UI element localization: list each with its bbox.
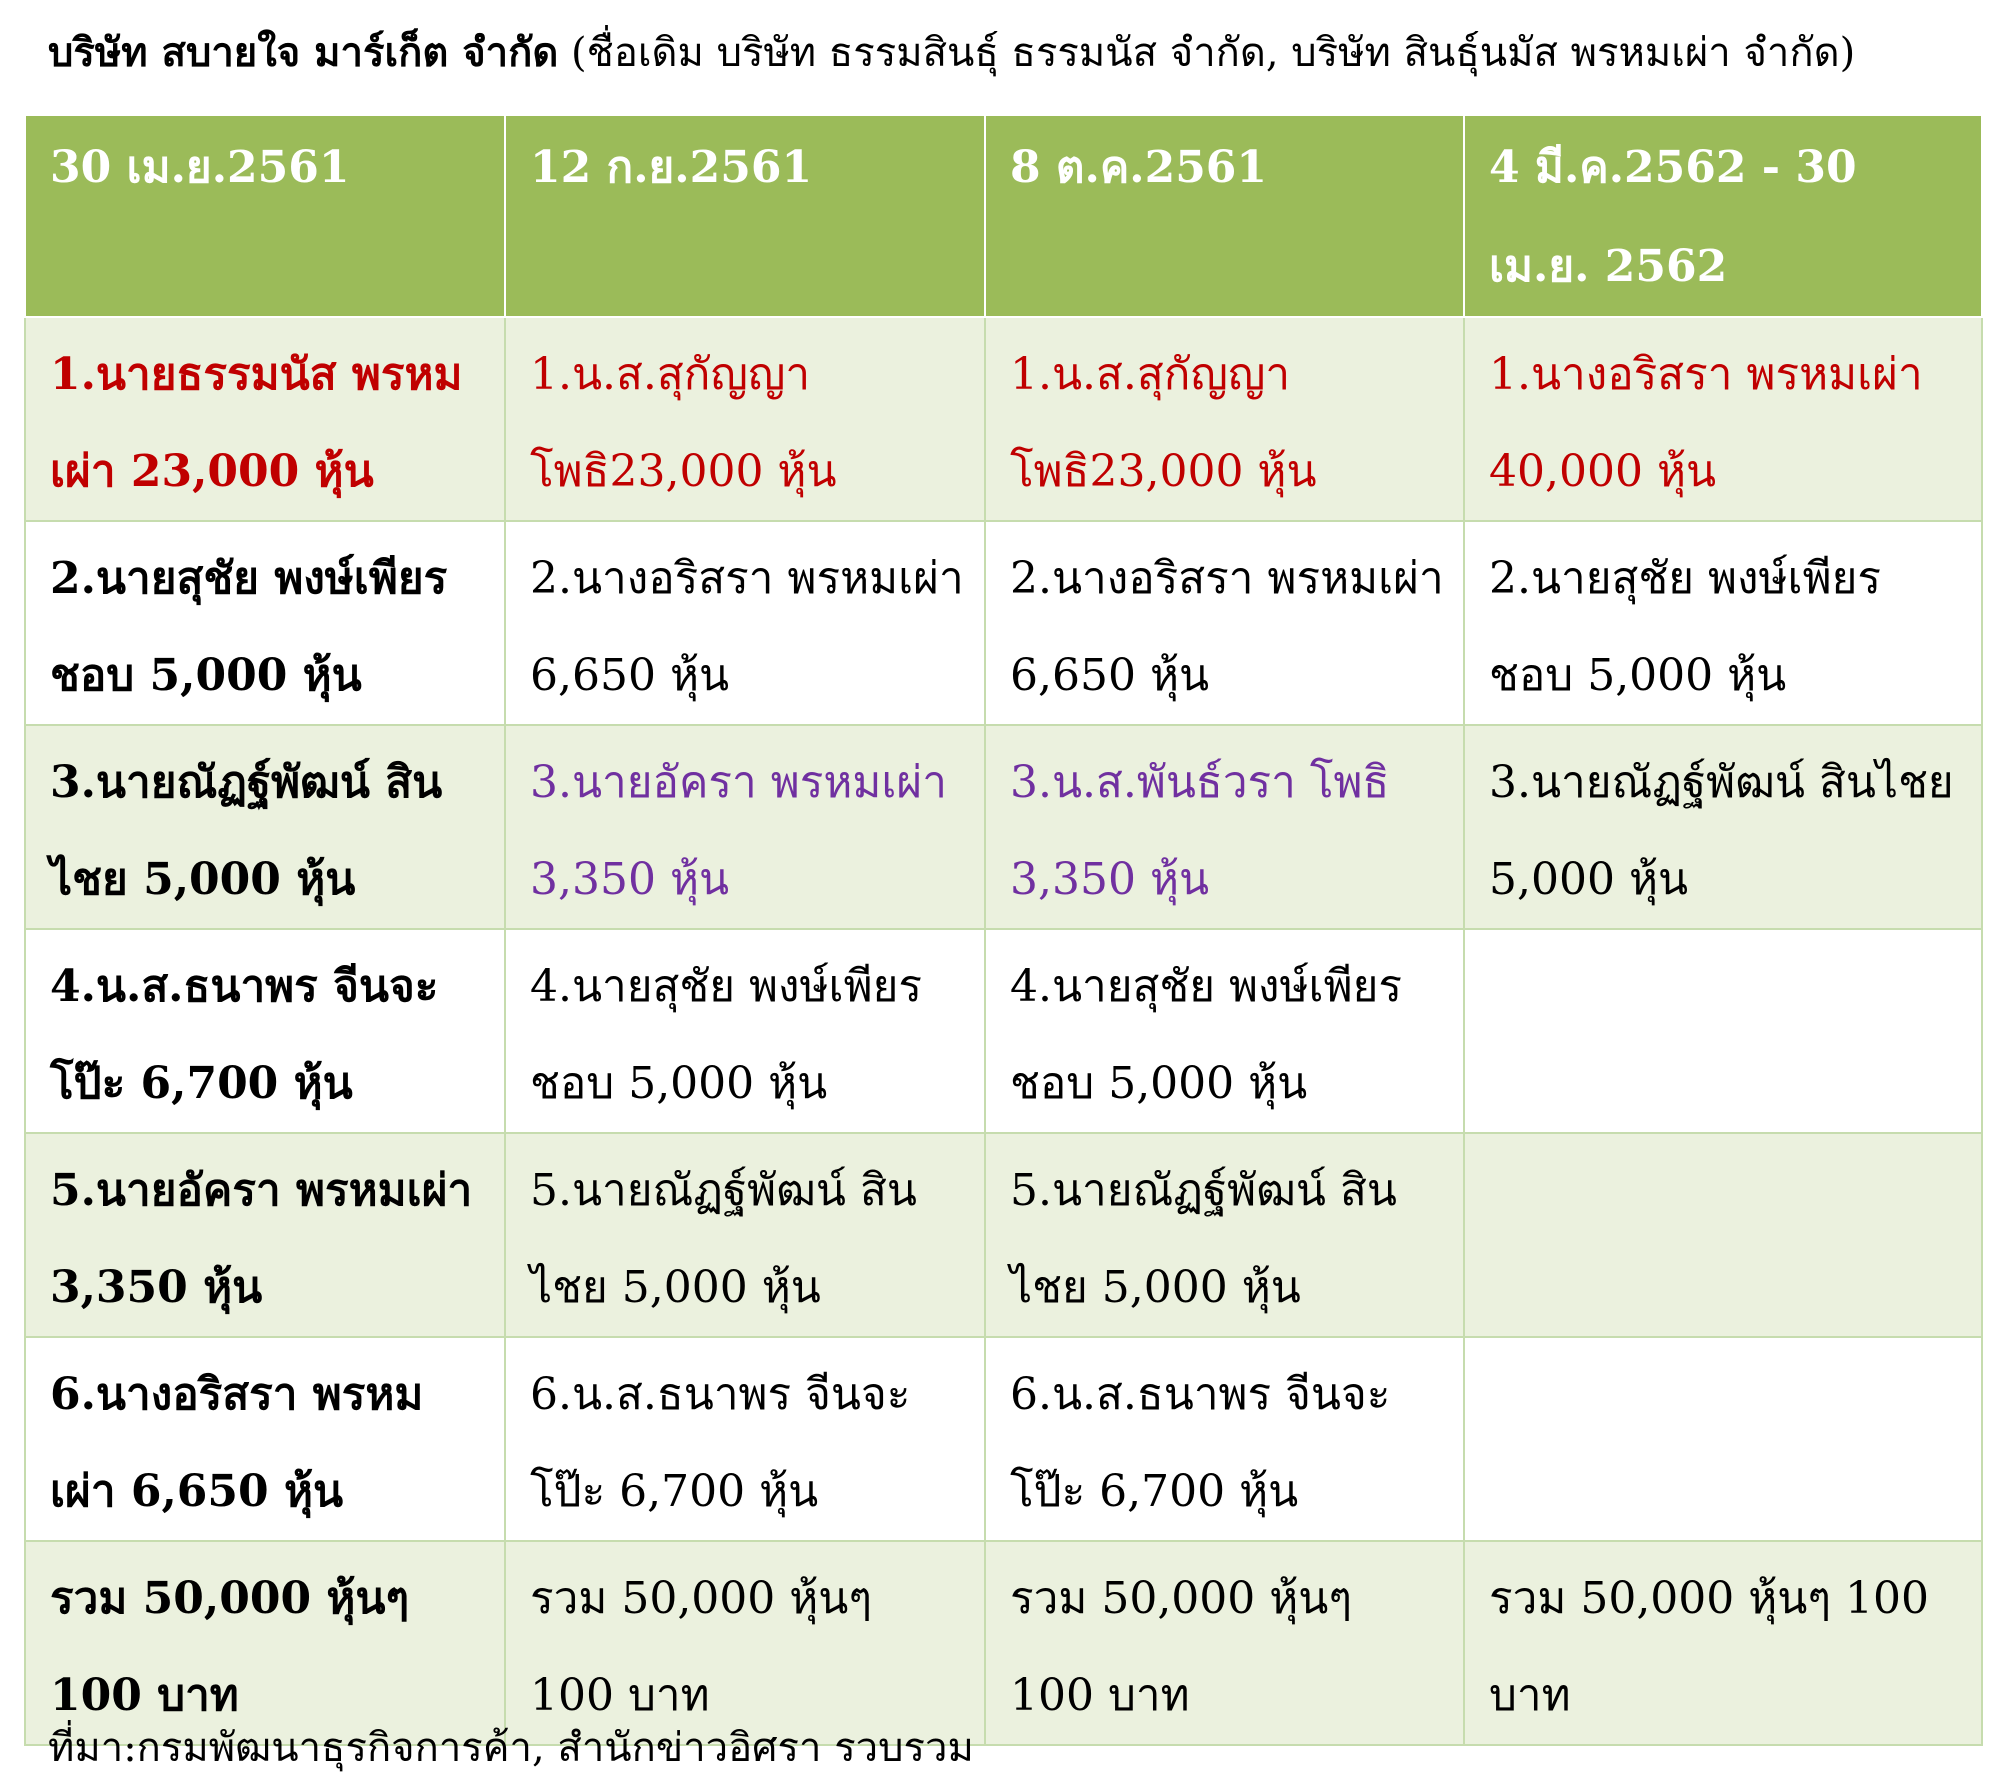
table-cell-empty xyxy=(1464,929,1982,1133)
header-row xyxy=(25,115,1982,317)
table-cell: 1.น.ส.สุกัญญา โพธิ23,000 หุ้น xyxy=(505,317,985,521)
table-cell: 4.นายสุชัย พงษ์เพียรชอบ 5,000 หุ้น xyxy=(505,929,985,1133)
table-cell: 5.นายอัครา พรหมเผ่า 3,350 หุ้น xyxy=(25,1133,505,1337)
table-row xyxy=(25,317,1982,521)
table-row xyxy=(25,521,1982,725)
table-cell: 4.น.ส.ธนาพร จีนจะโป๊ะ 6,700 หุ้น xyxy=(25,929,505,1133)
shareholder-table xyxy=(24,114,1983,1746)
table-cell: 2.นางอริสรา พรหมเผ่า 6,650 หุ้น xyxy=(985,521,1464,725)
table-row-total xyxy=(25,1541,1982,1745)
table-cell: 6.นางอริสรา พรหมเผ่า 6,650 หุ้น xyxy=(25,1337,505,1541)
table-cell-empty xyxy=(1464,1133,1982,1337)
header-date-1: 30 เม.ย.2561 xyxy=(25,115,505,317)
table-cell: 5.นายณัฏฐ์พัฒน์ สินไชย 5,000 หุ้น xyxy=(985,1133,1464,1337)
total-cell: รวม 50,000 หุ้นๆ 100 บาท xyxy=(25,1541,505,1745)
table-cell: 6.น.ส.ธนาพร จีนจะโป๊ะ 6,700 หุ้น xyxy=(985,1337,1464,1541)
total-cell: รวม 50,000 หุ้นๆ 100 บาท xyxy=(985,1541,1464,1745)
table-row xyxy=(25,1337,1982,1541)
table-cell: 6.น.ส.ธนาพร จีนจะโป๊ะ 6,700 หุ้น xyxy=(505,1337,985,1541)
table-cell: 3.นายณัฏฐ์พัฒน์ สินไชย 5,000 หุ้น xyxy=(1464,725,1982,929)
table-cell: 3.นายอัครา พรหมเผ่า 3,350 หุ้น xyxy=(505,725,985,929)
table-cell: 3.น.ส.พันธ์วรา โพธิ 3,350 หุ้น xyxy=(985,725,1464,929)
table-row xyxy=(25,929,1982,1133)
table-cell: 2.นายสุชัย พงษ์เพียรชอบ 5,000 หุ้น xyxy=(1464,521,1982,725)
header-date-3: 8 ต.ค.2561 xyxy=(985,115,1464,317)
title-company-name: บริษัท สบายใจ มาร์เก็ต จำกัด xyxy=(48,29,559,76)
shareholder-table-container xyxy=(24,114,1981,1746)
table-cell: 1.น.ส.สุกัญญา โพธิ23,000 หุ้น xyxy=(985,317,1464,521)
table-cell: 1.นางอริสรา พรหมเผ่า 40,000 หุ้น xyxy=(1464,317,1982,521)
table-cell: 5.นายณัฏฐ์พัฒน์ สินไชย 5,000 หุ้น xyxy=(505,1133,985,1337)
source-note: ที่มา:กรมพัฒนาธุรกิจการค้า, สำนักข่าวอิศรา รวบรวม xyxy=(48,1725,974,1771)
header-date-4: 4 มี.ค.2562 - 30 เม.ย. 2562 xyxy=(1464,115,1982,317)
total-cell: รวม 50,000 หุ้นๆ 100 บาท xyxy=(505,1541,985,1745)
table-cell: 4.นายสุชัย พงษ์เพียรชอบ 5,000 หุ้น xyxy=(985,929,1464,1133)
header-date-2: 12 ก.ย.2561 xyxy=(505,115,985,317)
table-cell-empty xyxy=(1464,1337,1982,1541)
table-row xyxy=(25,725,1982,929)
document-title xyxy=(48,22,1988,84)
table-cell: 1.นายธรรมนัส พรหมเผ่า 23,000 หุ้น xyxy=(25,317,505,521)
table-cell: 2.นายสุชัย พงษ์เพียรชอบ 5,000 หุ้น xyxy=(25,521,505,725)
table-row xyxy=(25,1133,1982,1337)
total-cell: รวม 50,000 หุ้นๆ 100 บาท xyxy=(1464,1541,1982,1745)
table-cell: 3.นายณัฏฐ์พัฒน์ สินไชย 5,000 หุ้น xyxy=(25,725,505,929)
table-cell: 2.นางอริสรา พรหมเผ่า 6,650 หุ้น xyxy=(505,521,985,725)
title-former-names: (ชื่อเดิม บริษัท ธรรมสินธุ์ ธรรมนัส จำกัด, บริษัท สินธุ์นมัส พรหมเผ่า จำกัด) xyxy=(558,30,1856,76)
